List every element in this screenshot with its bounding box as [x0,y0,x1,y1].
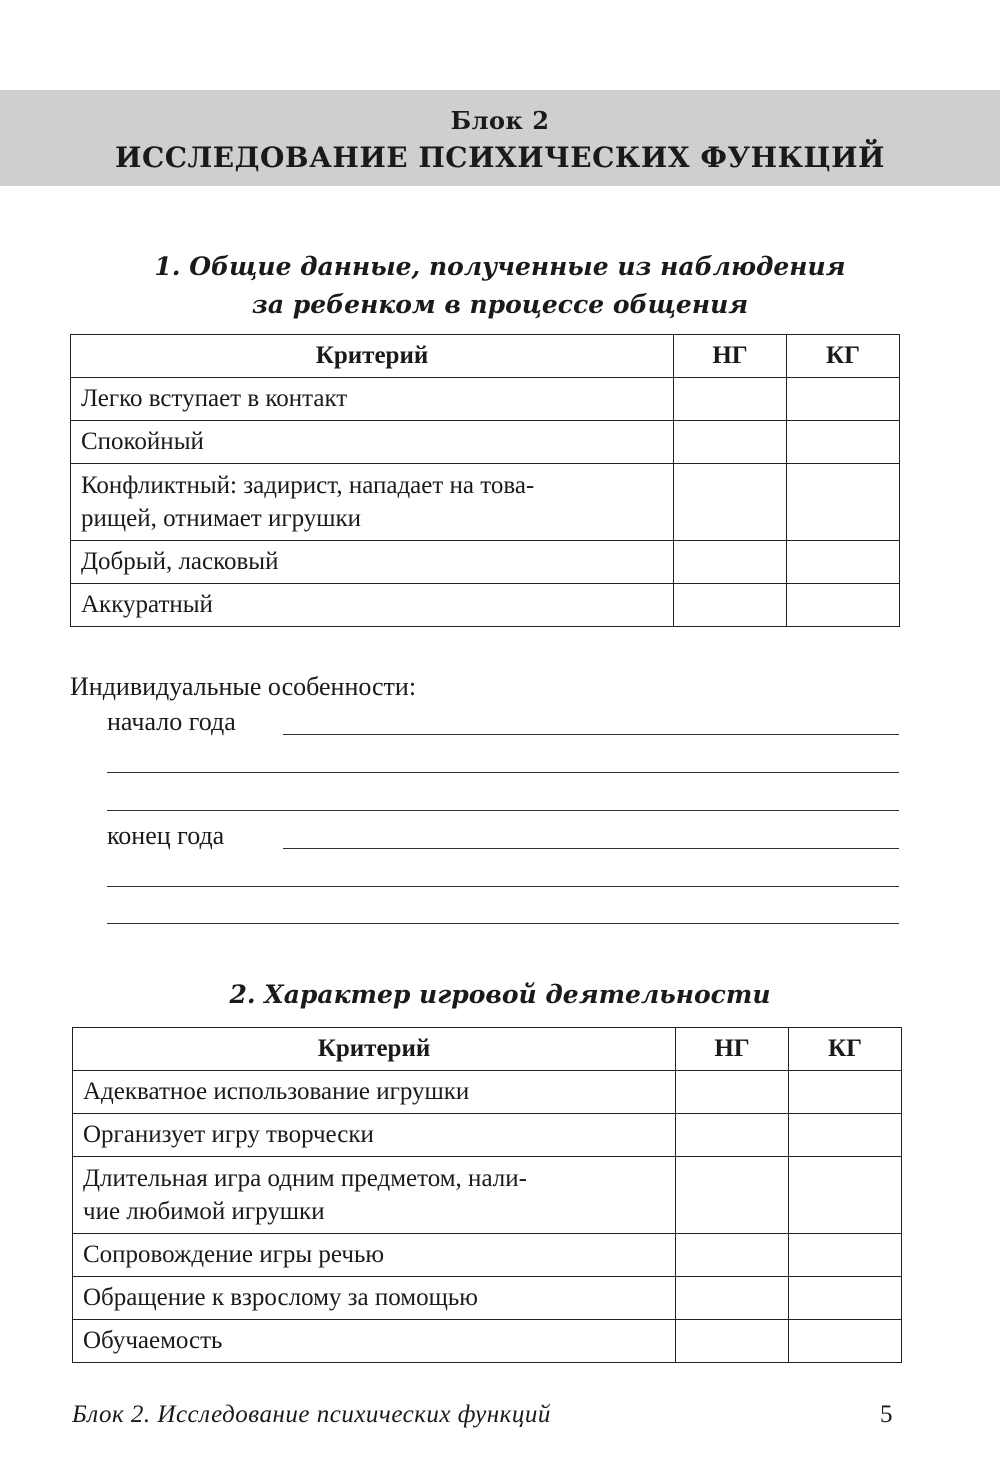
end-of-year-label: конец года [107,821,225,850]
section1-title-line1: 1. Общие данные, полученные из наблюдения [154,252,846,281]
kg-cell[interactable] [787,464,900,541]
table-row [71,584,900,627]
kg-cell[interactable] [787,541,900,584]
kg-cell[interactable] [787,421,900,464]
table-row [71,541,900,584]
criterion-cell: Организует игру творчески [73,1114,676,1157]
ng-cell[interactable] [674,541,787,584]
criterion-cell: Добрый, ласковый [71,541,674,584]
block-header-banner [0,90,1000,186]
start-of-year-line-1[interactable] [283,734,899,735]
ng-cell[interactable] [674,421,787,464]
ng-cell[interactable] [676,1234,789,1277]
ng-cell[interactable] [676,1320,789,1363]
kg-cell[interactable] [787,584,900,627]
ng-cell[interactable] [674,464,787,541]
criterion-line1: Длительная игра одним предметом, нали- [83,1165,527,1192]
criterion-line1: Конфликтный: задирист, нападает на това- [81,472,535,499]
table-row [73,1071,902,1114]
criterion-cell [73,1157,676,1234]
criterion-line2: рищей, отнимает игрушки [81,505,362,532]
section2-title: 2. Характер игровой деятельности [229,980,771,1009]
table-row [71,421,900,464]
criterion-header: Критерий [71,335,674,378]
table-row [73,1114,902,1157]
ng-cell[interactable] [676,1157,789,1234]
communication-criteria-table [70,334,900,627]
table-row [71,378,900,421]
criterion-cell: Спокойный [71,421,674,464]
criterion-cell: Обращение к взрослому за помощью [73,1277,676,1320]
table-row [73,1234,902,1277]
ng-header: НГ [674,335,787,378]
kg-cell[interactable] [789,1234,902,1277]
ng-cell[interactable] [674,378,787,421]
ng-header: НГ [676,1028,789,1071]
section1-title-line2: за ребенком в процессе общения [251,290,749,319]
end-of-year-line-1[interactable] [283,848,899,849]
kg-cell[interactable] [789,1157,902,1234]
kg-cell[interactable] [789,1071,902,1114]
end-of-year-line-3[interactable] [107,923,899,924]
page-number: 5 [880,1401,893,1428]
individual-features-label: Индивидуальные особенности: [70,672,417,701]
block-label: Блок 2 [450,106,550,135]
section1-title [0,248,1000,324]
start-of-year-line-2[interactable] [107,772,899,773]
criterion-cell: Аккуратный [71,584,674,627]
criterion-line2: чие любимой игрушки [83,1198,325,1225]
start-of-year-label: начало года [107,707,236,736]
block-title: ИССЛЕДОВАНИЕ ПСИХИЧЕСКИХ ФУНКЦИЙ [114,141,886,174]
table-row [73,1277,902,1320]
kg-cell[interactable] [789,1277,902,1320]
ng-cell[interactable] [676,1277,789,1320]
kg-cell[interactable] [789,1320,902,1363]
end-of-year-line-2[interactable] [107,886,899,887]
criterion-cell: Обучаемость [73,1320,676,1363]
kg-header: КГ [787,335,900,378]
criterion-cell [71,464,674,541]
table-row [73,1320,902,1363]
play-activity-table [72,1027,902,1363]
ng-cell[interactable] [676,1071,789,1114]
start-of-year-line-3[interactable] [107,810,899,811]
running-footer-title: Блок 2. Исследование психических функций [72,1401,551,1428]
table-header-row [73,1028,902,1071]
ng-cell[interactable] [676,1114,789,1157]
kg-cell[interactable] [787,378,900,421]
criterion-cell: Адекватное использование игрушки [73,1071,676,1114]
kg-cell[interactable] [789,1114,902,1157]
table-row [73,1157,902,1234]
table-row [71,464,900,541]
criterion-cell: Легко вступает в контакт [71,378,674,421]
criterion-cell: Сопровождение игры речью [73,1234,676,1277]
kg-header: КГ [789,1028,902,1071]
criterion-header: Критерий [73,1028,676,1071]
ng-cell[interactable] [674,584,787,627]
table-header-row [71,335,900,378]
